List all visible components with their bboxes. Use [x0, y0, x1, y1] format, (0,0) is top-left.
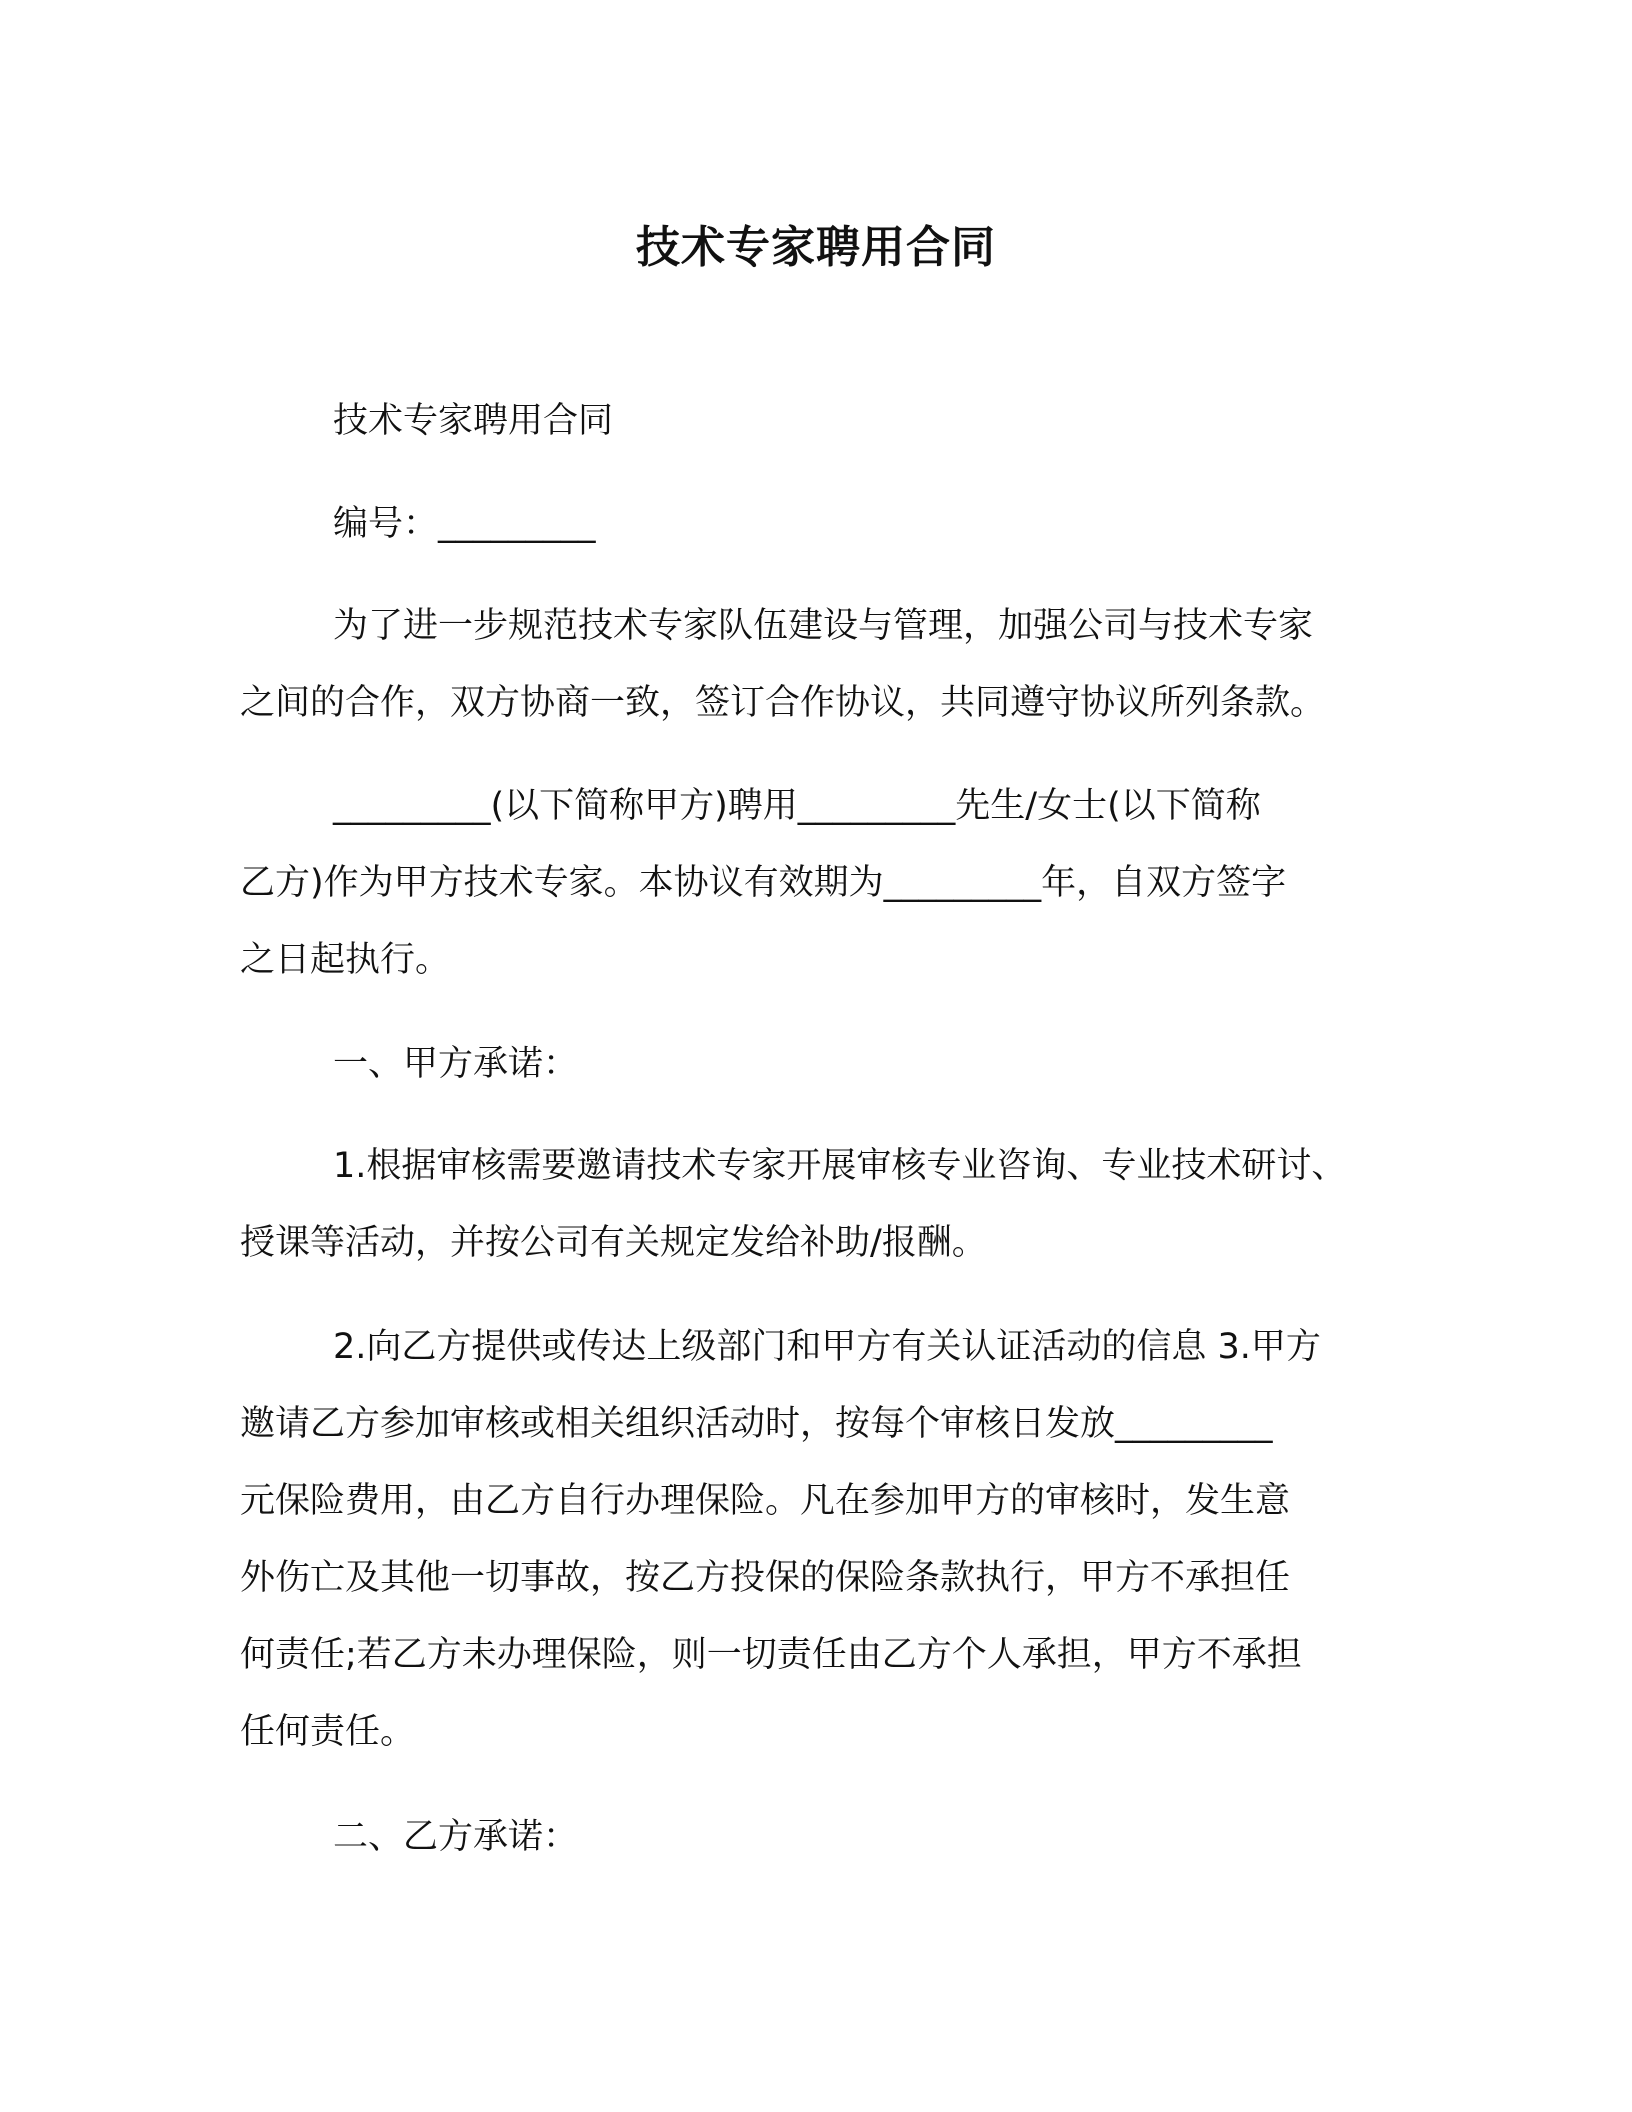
clause-1-paragraph [240, 1128, 1390, 1282]
clause-1-line: 1.根据审核需要邀请技术专家开展审核专业咨询、专业技术研讨、 [333, 1146, 1347, 1186]
contract-number: 编号：_________ [333, 504, 596, 544]
section-1-heading: 一、甲方承诺： [333, 1044, 579, 1084]
clause-2-line: 外伤亡及其他一切事故，按乙方投保的保险条款执行，甲方不承担任 [240, 1558, 1291, 1598]
clause-2-line: 2.向乙方提供或传达上级部门和甲方有关认证活动的信息 3.甲方 [333, 1327, 1321, 1367]
intro-paragraph [240, 588, 1390, 742]
clause-2-line: 任何责任。 [240, 1712, 416, 1752]
parties-paragraph [240, 768, 1390, 999]
document-title: 技术专家聘用合同 [636, 222, 996, 273]
clause-2-line: 何责任;若乙方未办理保险，则一切责任由乙方个人承担，甲方不承担 [240, 1635, 1302, 1675]
document-subtitle: 技术专家聘用合同 [333, 401, 614, 441]
parties-line: 之日起执行。 [240, 940, 451, 980]
clause-1-line: 授课等活动，并按公司有关规定发给补助/报酬。 [240, 1223, 987, 1263]
intro-line: 为了进一步规范技术专家队伍建设与管理，加强公司与技术专家 [333, 606, 1314, 646]
clause-2-line: 邀请乙方参加审核或相关组织活动时，按每个审核日发放_________ [240, 1404, 1273, 1444]
parties-line: _________(以下简称甲方)聘用_________先生/女士(以下简称 [333, 786, 1261, 826]
clause-2-line: 元保险费用，由乙方自行办理保险。凡在参加甲方的审核时，发生意 [240, 1481, 1291, 1521]
parties-line: 乙方)作为甲方技术专家。本协议有效期为_________年，自双方签字 [240, 863, 1287, 903]
section-2-heading: 二、乙方承诺： [333, 1817, 579, 1857]
intro-line: 之间的合作，双方协商一致，签订合作协议，共同遵守协议所列条款。 [240, 683, 1326, 723]
clause-2-paragraph [240, 1309, 1390, 1771]
